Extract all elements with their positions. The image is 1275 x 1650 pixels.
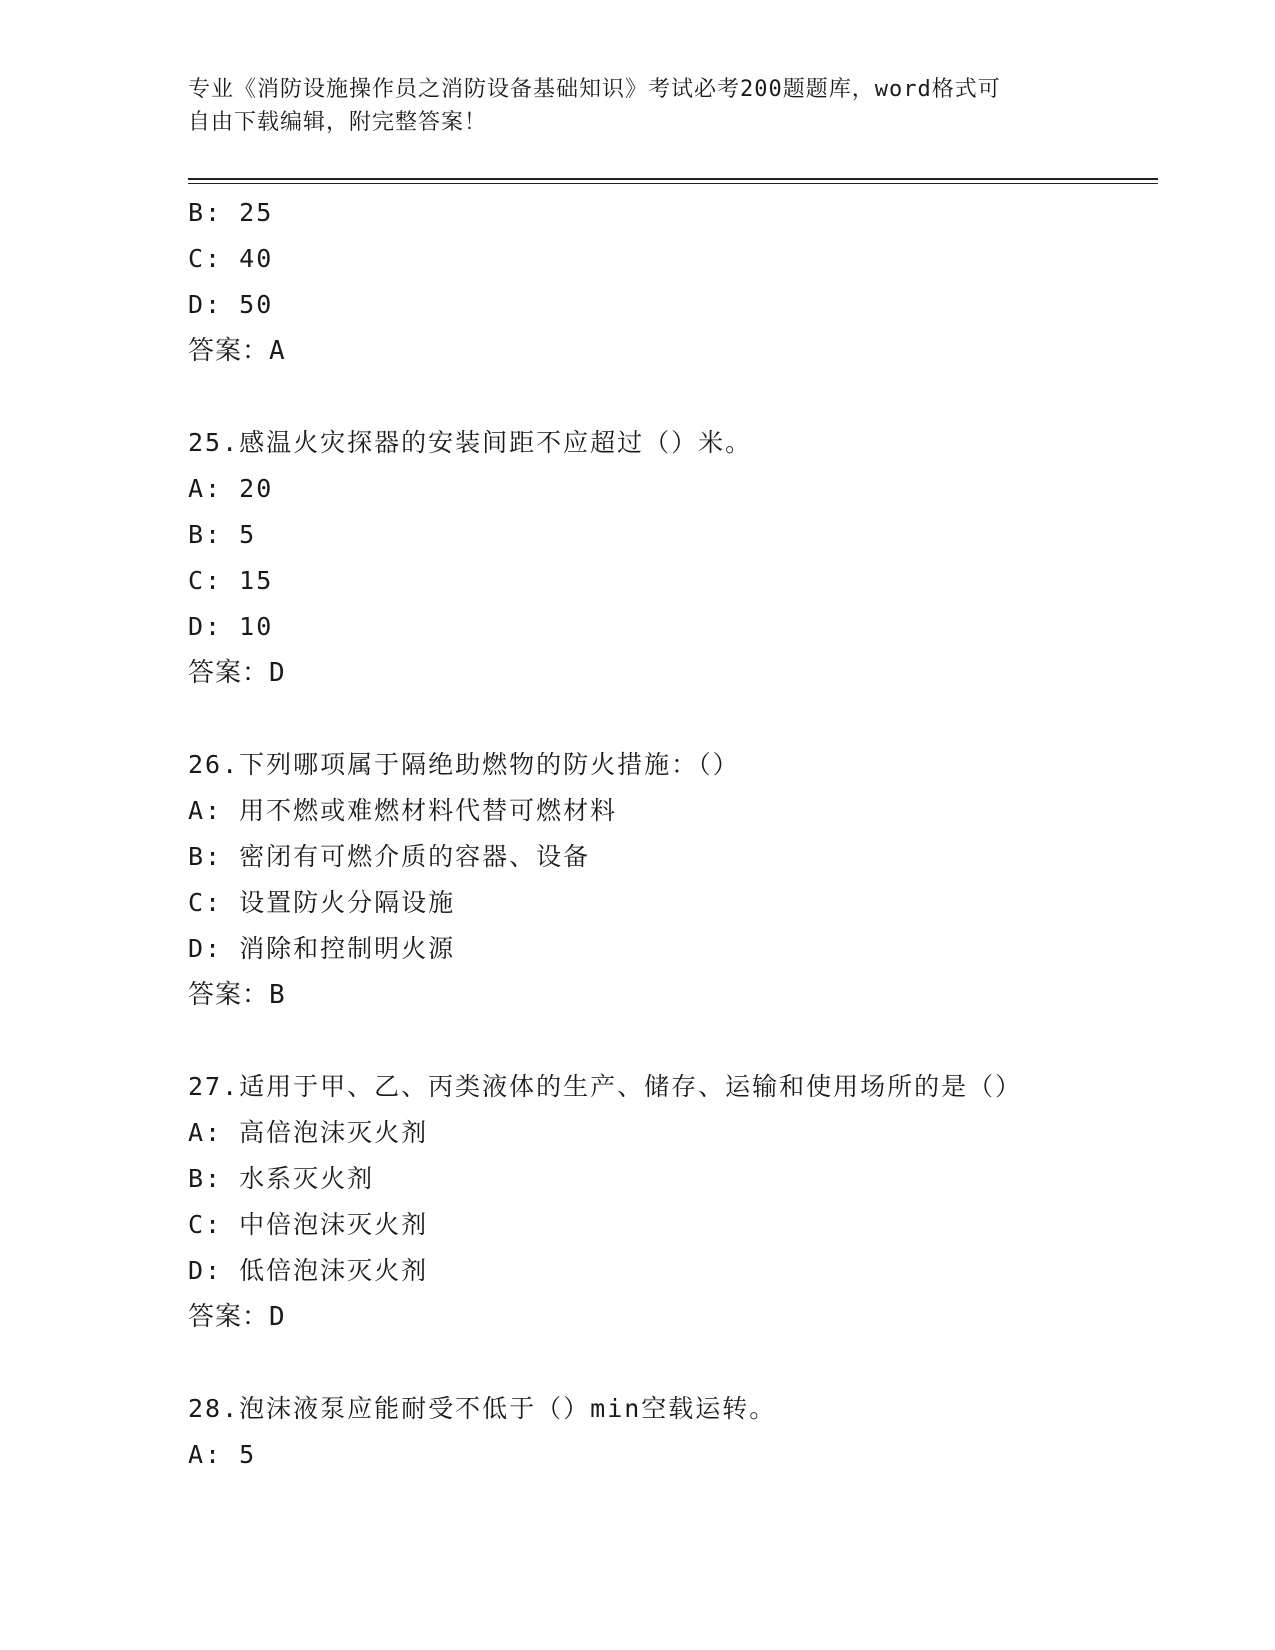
question-stem: 25.感温火灾探器的安装间距不应超过（）米。 — [188, 428, 753, 457]
option-a: A: 20 — [188, 474, 274, 503]
option-d: D: 50 — [188, 290, 274, 319]
question-stem: 28.泡沫液泵应能耐受不低于（）min空载运转。 — [188, 1394, 777, 1423]
answer: 答案：A — [188, 336, 286, 366]
question-27 — [188, 1064, 1158, 1340]
option-d: D: 低倍泡沫灭火剂 — [188, 1256, 429, 1285]
question-spacer — [188, 1340, 1158, 1386]
option-c: C: 设置防火分隔设施 — [188, 888, 456, 917]
header-line-1: 专业《消防设施操作员之消防设备基础知识》考试必考200题题库，word格式可 — [188, 77, 1001, 102]
question-24-continued — [188, 190, 1158, 374]
question-stem: 27.适用于甲、乙、丙类液体的生产、储存、运输和使用场所的是（） — [188, 1072, 1023, 1101]
question-spacer — [188, 696, 1158, 742]
option-c: C: 40 — [188, 244, 274, 273]
question-spacer — [188, 374, 1158, 420]
option-a: A: 用不燃或难燃材料代替可燃材料 — [188, 796, 618, 825]
option-c: C: 中倍泡沫灭火剂 — [188, 1210, 429, 1239]
question-stem: 26.下列哪项属于隔绝助燃物的防火措施：（） — [188, 750, 740, 779]
option-b: B: 5 — [188, 520, 257, 549]
document-header — [188, 73, 1068, 139]
answer: 答案：B — [188, 980, 286, 1010]
option-b: B: 25 — [188, 198, 274, 227]
answer: 答案：D — [188, 658, 286, 688]
question-28 — [188, 1386, 1158, 1478]
option-a: A: 高倍泡沫灭火剂 — [188, 1118, 429, 1147]
option-d: D: 10 — [188, 612, 274, 641]
question-26 — [188, 742, 1158, 1018]
question-25 — [188, 420, 1158, 696]
answer: 答案：D — [188, 1302, 286, 1332]
header-line-2: 自由下载编辑，附完整答案！ — [188, 110, 488, 135]
option-b: B: 密闭有可燃介质的容器、设备 — [188, 842, 591, 871]
option-d: D: 消除和控制明火源 — [188, 934, 456, 963]
question-list — [188, 190, 1158, 1478]
header-divider-thick — [188, 178, 1158, 180]
header-divider-thin — [188, 183, 1158, 184]
option-b: B: 水系灭火剂 — [188, 1164, 375, 1193]
question-spacer — [188, 1018, 1158, 1064]
option-c: C: 15 — [188, 566, 274, 595]
option-a: A: 5 — [188, 1440, 257, 1469]
